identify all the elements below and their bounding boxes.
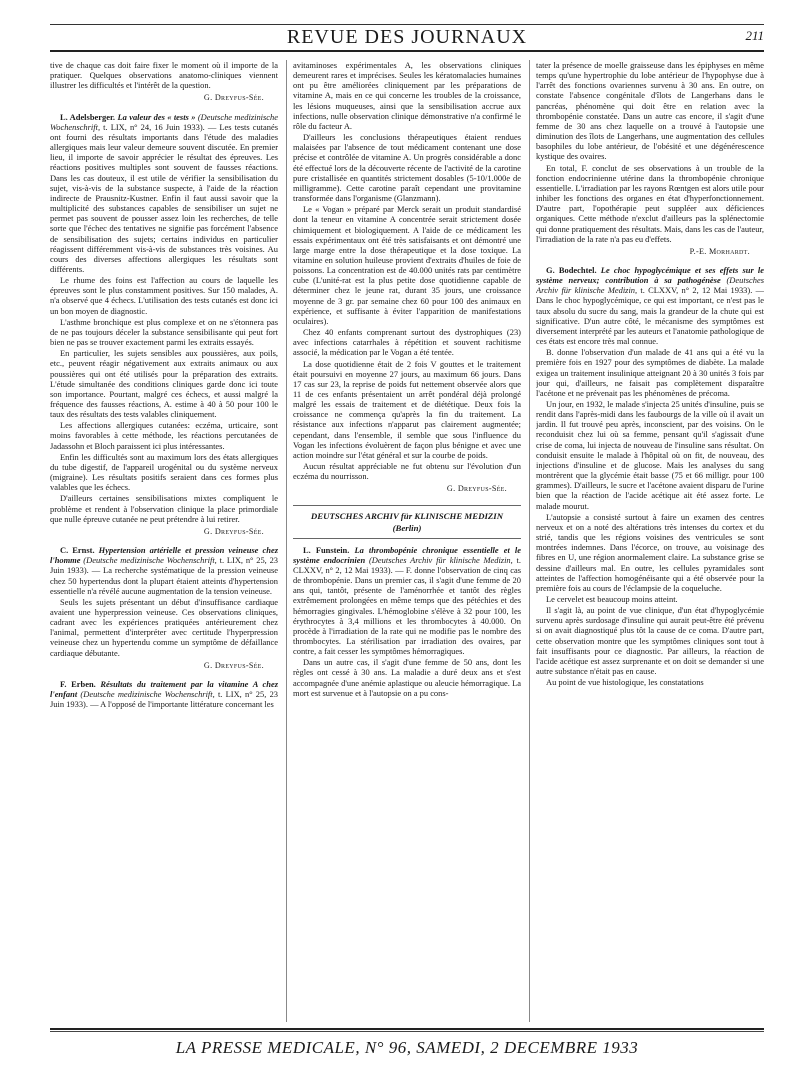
paragraph: B. donne l'observation d'un malade de 41 ans qui a été vu la première fois en 1927 pour des symptômes de diabète. La malade exigea un traitement insulinique atteignant 20 à 30 unités 3 fois par jour qui, d'ailleurs, ne faisait pas complètement disparaître l'acétone et ne prévenait pas les phénomènes de précoma. (536, 347, 764, 398)
article-text: t. CLXXV, n° 2, 12 Mai 1933). — Dans le choc hypoglycémique, ce qui est important, ce n'est pas le taux absolu du sucre du sang, mais la grandeur de la chute qui est significative. D'un autre côté, le mécanisme des symptômes est diversement interprété par les auteurs et l'anatomie pathologique de ces états est encore très mal connue. (536, 285, 764, 347)
section-title: DEUTSCHES ARCHIV für KLINISCHE MEDIZIN (310, 510, 504, 521)
signature: G. Dreyfus-Sée. (203, 660, 264, 670)
page-number: 211 (745, 28, 764, 43)
paragraph: Au point de vue histologique, les constatations (546, 677, 704, 688)
article-journal: (Deutsches Archiv für klinische Medizin, (369, 554, 513, 565)
footer-rule-thin (50, 1031, 764, 1032)
paragraph: tive de chaque cas doit faire fixer le moment où il importe de la pratiquer. Quelques observations anatomo-cliniques viennent illustrer les difficultés et l'intérêt de la question. (50, 60, 278, 91)
signature: G. Dreyfus-Sée. (203, 93, 264, 103)
paragraph: Il s'agit là, au point de vue clinique, d'un état d'hypoglycémie survenu après surdosage d'insuline qui aurait peut-être été prévenu si on avait diagnostiqué plus tôt la cause de ce coma. D'autre part, cette observation montre que les symptômes cliniques sont tout à fait insuffisants pour ce diagnostic. Par ailleurs, la réaction de l'acide acétique est assez surprenante et on doit se demander si une autre substance n'était pas en cause. (536, 605, 764, 677)
footer-rule (50, 1028, 764, 1030)
header-rule-top (50, 24, 764, 25)
signature: G. Dreyfus-Sée. (203, 526, 264, 536)
article-journal: (Deutsche medizinische Wochenschrift, (50, 111, 278, 132)
article-text: t. CLXXV, n° 2, 12 Mai 1933). — F. donne l'observation de cinq cas de thrombopénie. Dans un premier cas, il s'agit d'une femme de 20 ans qui, tantôt, présente de l'aménorrhée et tantôt des règles extrêmement prolongées en même temps que des pétéchies et des hémorragies gingivales. L'hémoglobine s'élève à 32 pour 100, les érythrocytes à 3,4 millions et les thrombocytes à 40.000. On procède à l'irradiation de la rate qui ne modifie pas le nombre des thrombocytes. La stérilisation par irradiation des ovaires, par contre, a fait cesser les symptômes hémorragiques. (293, 554, 521, 657)
column-3 (536, 60, 764, 1022)
article-ernst (50, 545, 278, 596)
columns (50, 60, 764, 1022)
article-author: L. Adelsberger. (60, 111, 116, 122)
paragraph: Chez 40 enfants comprenant surtout des dystrophiques (23) avec infections catarrhales à répétition et souvent rachitisme associé, la médication par le Vogan a été tentée. (293, 327, 521, 358)
signature: P.-E. Morhardt. (689, 246, 750, 256)
running-title: REVUE DES JOURNAUX (50, 26, 764, 49)
section-heading (293, 505, 521, 539)
page-footer (50, 1028, 764, 1066)
paragraph: Les affections allergiques cutanées: eczéma, urticaire, sont moins favorables à cette méthode, les réactions percutanées de Jadassohn et Bloch paraissent ici plus intéressantes. (50, 420, 278, 451)
paragraph: En total, F. conclut de ses observations à un trouble de la fonction endocrinienne utérine dans la thrombopénie chronique essentielle. L'irradiation par les rayons Rœntgen est alors utile pour inhiber les fonctions des organes en état d'hyperfonctionnement. D'autre part, l'opothérapie peut suppléer aux déficiences organiques. Cette méthode n'exclut d'ailleurs pas la splénectomie qui donne pratiquement des résultats. Mais, dans les cas de l'auteur, l'irradiation de la rate n'a pas eu d'effets. (536, 162, 764, 244)
article-title: La thrombopénie chronique essentielle et le système endocrinien (293, 544, 521, 565)
column-1 (50, 60, 278, 1022)
article-journal: (Deutsches Archiv für klinische Medizin, (536, 275, 764, 296)
header-rule-bottom (50, 50, 764, 52)
paragraph: Seuls les sujets présentant un début d'insuffisance cardiaque avaient une hyperpression veineuse. Ces observations cliniques, cadrant avec les expériences pratiquées antérieurement chez l'animal, permettent d'interpréter avec certitude l'hyperpression veineuse chez un hypertendu comme un symptôme de défaillance cardiaque débutante. (50, 596, 278, 658)
paragraph: avitaminoses expérimentales A, les observations cliniques demeurent rares et imprécises. Seules les kératomalacies humaines ont pu être améliorées cliniquement par les préparations de vitamine A, mais en ce qui concerne les troubles de la croissance, les lésions muqueuses, ainsi que la sensibilisation accrue aux infections, nulle observation clinique démonstrative n'a confirmé le rôle du facteur A. (293, 60, 521, 131)
signature: G. Dreyfus-Sée. (446, 484, 507, 494)
article-author: C. Ernst. (60, 545, 95, 556)
paragraph: L'autopsie a consisté surtout à faire un examen des centres nerveux et on a noté des altérations très intenses du cortex et du strié, tandis que les régions voisines des ventricules se sont montrées indemnes. Dans l'écorce, on trouve, au voisinage des fibres en U, une région anormalement claire. La substance grise se dessine d'ailleurs mal. En outre, les cellules pyramidales sont atteintes de l'affection homogénéisante qui a été observée pour la première fois au cours de l'éclampsie de la coqueluche. (536, 511, 764, 593)
paragraph: D'ailleurs les conclusions thérapeutiques étaient rendues malaisées par l'absence de tout médicament contenant une dose précise et contrôlée de vitamine A. Un progrès considérable a donc été effectué lors de la découverte récente de l'activité de la carotine pure cristallisée en quantités strictement dosables (5-10/1.000e de milligramme). Cette carotine paraît cependant une provitamine transformée dans l'organisme (Glanzmann). (293, 132, 521, 204)
article-funstein (293, 545, 521, 657)
paragraph: Enfin les difficultés sont au maximum lors des états allergiques du tube digestif, de l'appareil urogénital ou du système nerveux (migraine). Les résultats positifs seraient dans ces formes plus valables que les échecs. (50, 451, 278, 493)
paragraph: Dans un autre cas, il s'agit d'une femme de 50 ans, dont les règles ont cessé à 30 ans. La maladie a duré deux ans et s'est accompagnée d'une anémie aplastique ou aleucie hémorragique. La mort est survenue et à l'autopsie on a pu cons- (293, 657, 521, 698)
article-author: L. Funstein. (303, 544, 350, 555)
journal-page (50, 16, 764, 1066)
article-text: t. LIX, n° 24, 16 Juin 1933). — Les tests cutanés ont fourni des résultats importants dans l'étude des maladies allergiques mais leur valeur demeure souvent discutée. En premier lieu, il importe de savoir apprécier le résultat des épreuves. Les réactions positives multiples sont souvent de fausses réactions. Dans les cas douteux, il est utile de vérifier la sensibilisation du sujet, vis-à-vis de la substance suspecte, à l'aide de la réaction indirecte de Prausnitz-Kustner. Enfin il faut aussi savoir que la multiplicité des substances capables de sensibiliser un sujet ne permet pas souvent de pousser assez loin les recherches, de telle sorte que l'échec des tentatives ne signifie pas forcément l'absence de sensibilisation des sujets; certains individus en particulier réagissent différemment vis-à-vis de substances très voisines. Au cours des diverses affections allergiques les résultats sont différents. (50, 121, 278, 274)
article-journal: (Deutsche medizinische Wochenschrift, (83, 555, 217, 566)
article-erben (50, 679, 278, 709)
section-city: (Berlin) (392, 522, 422, 533)
paragraph: Le cervelet est beaucoup moins atteint. (546, 593, 678, 604)
article-title: La valeur des « tests » (117, 111, 196, 122)
paragraph: En particulier, les sujets sensibles aux poussières, aux poils, etc., peuvent réagir négativement aux extraits animaux ou aux poussières qui ont été utilisés pour la préparation des extraits. L'étude simultanée des conditions cliniques garde donc ici toute son importance. Pourtant, malgré ces échecs, et aussi malgré la fréquence des fausses réactions, A. estime à 40 à 50 pour 100 le taux des résultats des tests valables cliniquement. (50, 348, 278, 420)
paragraph: tater la présence de moelle graisseuse dans les épiphyses en même temps qu'une hypertrophie du lobe antérieur de l'hypophyse due à l'arrêt des fonctions ovariennes survenu à 30 ans. En outre, on constate l'absence congénitale d'îlots de Langerhans dans le pancréas, phénomène qui doit être en relation avec la thrombopénie constatée. Dans un autre cas encore, il s'agit d'une femme de 30 ans chez laquelle on a trouvé à l'autopsie une diminution des îlots de Langerhans, une augmentation des cellules basophiles du lobe antérieur, de l'obésité et une dégénérescence kystique des ovaires. (536, 60, 764, 162)
article-title: Le choc hypoglycémique et ses effets sur le système nerveux; contribution à sa pathogénèse (536, 264, 764, 286)
article-author: F. Erben. (60, 678, 96, 689)
article-adelsberger (50, 112, 278, 275)
paragraph: D'ailleurs certaines sensibilisations mixtes compliquent le problème et rendent à l'observation clinique la place primordiale que nulle épreuve cutanée ne peut prétendre à lui retirer. (50, 493, 278, 524)
article-text: t. LIX, n° 25, 23 Juin 1933). — La recherche systématique de la pression veineuse chez 50 hypertendus dont la plupart étaient atteints d'hypertension essentielle n'a révélé aucune augmentation de la tension veineuse. (50, 555, 278, 596)
article-title: Hypertension artérielle et pression veineuse chez l'homme (50, 545, 278, 566)
paragraph: Aucun résultat appréciable ne fut obtenu sur l'évolution d'un eczéma du nourrisson. (293, 461, 521, 482)
page-header (50, 16, 764, 56)
paragraph: Un jour, en 1932, le malade s'injecta 25 unités d'insuline, puis se rendit dans l'après-midi dans les faubourgs de la ville où il avait un jardin. Il fut trouvé peu après, inconscient, par des voisins. On le reconduisit chez lui où sa femme, pensant qu'il s'agissait d'une crise de coma, lui injecta de nouveau de l'insuline sans résultat. On conduisit ensuite le malade à l'hôpital où on fit, de nouveau, des injections d'insuline et de glucose. Mais les analyses du sang montrèrent que la glycémie était basse (75 et 66 milligr. pour 100 grammes). D'ailleurs, le sucre et l'acétone avaient disparu de l'urine bien que la réaction de l'acide acétique ait été assez forte. Le malade mourut. (536, 399, 764, 511)
paragraph: L'asthme bronchique est plus complexe et on ne s'étonnera pas de ne pas toujours déceler la substance sensibilisante qui peut fort bien ne pas se trouver exactement parmi les extraits essayés. (50, 316, 278, 348)
article-bodechtel (536, 265, 764, 346)
paragraph: La dose quotidienne était de 2 fois V gouttes et le traitement était poursuivi en moyenne 27 jours, au maximum 66 jours. Dans 17 cas sur 23, la reprise de poids fut nettement observée alors que 11 de ces enfants présentaient un arrêt pondéral déjà prolongé malgré les essais de traitement et de diététique. Deux fois la croissance ne commença qu'après la fin du traitement. La résistance aux infections n'apparut pas clairement augmentée; cependant, dans l'ensemble, il semble que sous l'influence du Vogan les infections évoluèrent de façon plus bénigne et avec une action moindre sur l'état général et sur la courbe de poids. (293, 358, 521, 460)
paragraph: Le « Vogan » préparé par Merck serait un produit standardisé dont la teneur en vitamine A concentrée serait strictement dosée chimiquement et biologiquement. A l'aide de ce médicament les essais expérimentaux ont été très satisfaisants et ont démontré une large marge entre la dose thérapeutique et la dose toxique. La vitamine en solution huileuse provient d'extraits d'huiles de foie de poissons. La concentration est de 40.000 unités rats par centimètre cube (L'unité-rat est la plus petite dose quotidienne capable de déterminer chez le jeune rat, durant 35 jours, une croissance moyenne de 3 gr. par semaine chez 60 pour 100 des animaux en expérience, et suffisante à éviter l'apparition de manifestations oculaires). (293, 204, 521, 326)
article-text: t. LIX, n° 25, 23 Juin 1933). — A l'opposé de l'importante littérature concernant les (50, 689, 278, 710)
article-title: Résultats du traitement par la vitamine A chez l'enfant (50, 678, 278, 700)
column-2 (293, 60, 521, 1022)
article-author: G. Bodechtel. (546, 264, 597, 275)
paragraph: Le rhume des foins est l'affection au cours de laquelle les épreuves sont le plus constamment positives. Sur 150 malades, A. n'a observé que 4 échecs. L'utilisation des tests cutanés est donc ici un bon moyen de diagnostic. (50, 275, 278, 316)
article-journal: (Deutsche medizinische Wochenschrift, (80, 689, 215, 700)
footer-publication-line: LA PRESSE MEDICALE, N° 96, SAMEDI, 2 DECEMBRE 1933 (175, 1038, 639, 1057)
